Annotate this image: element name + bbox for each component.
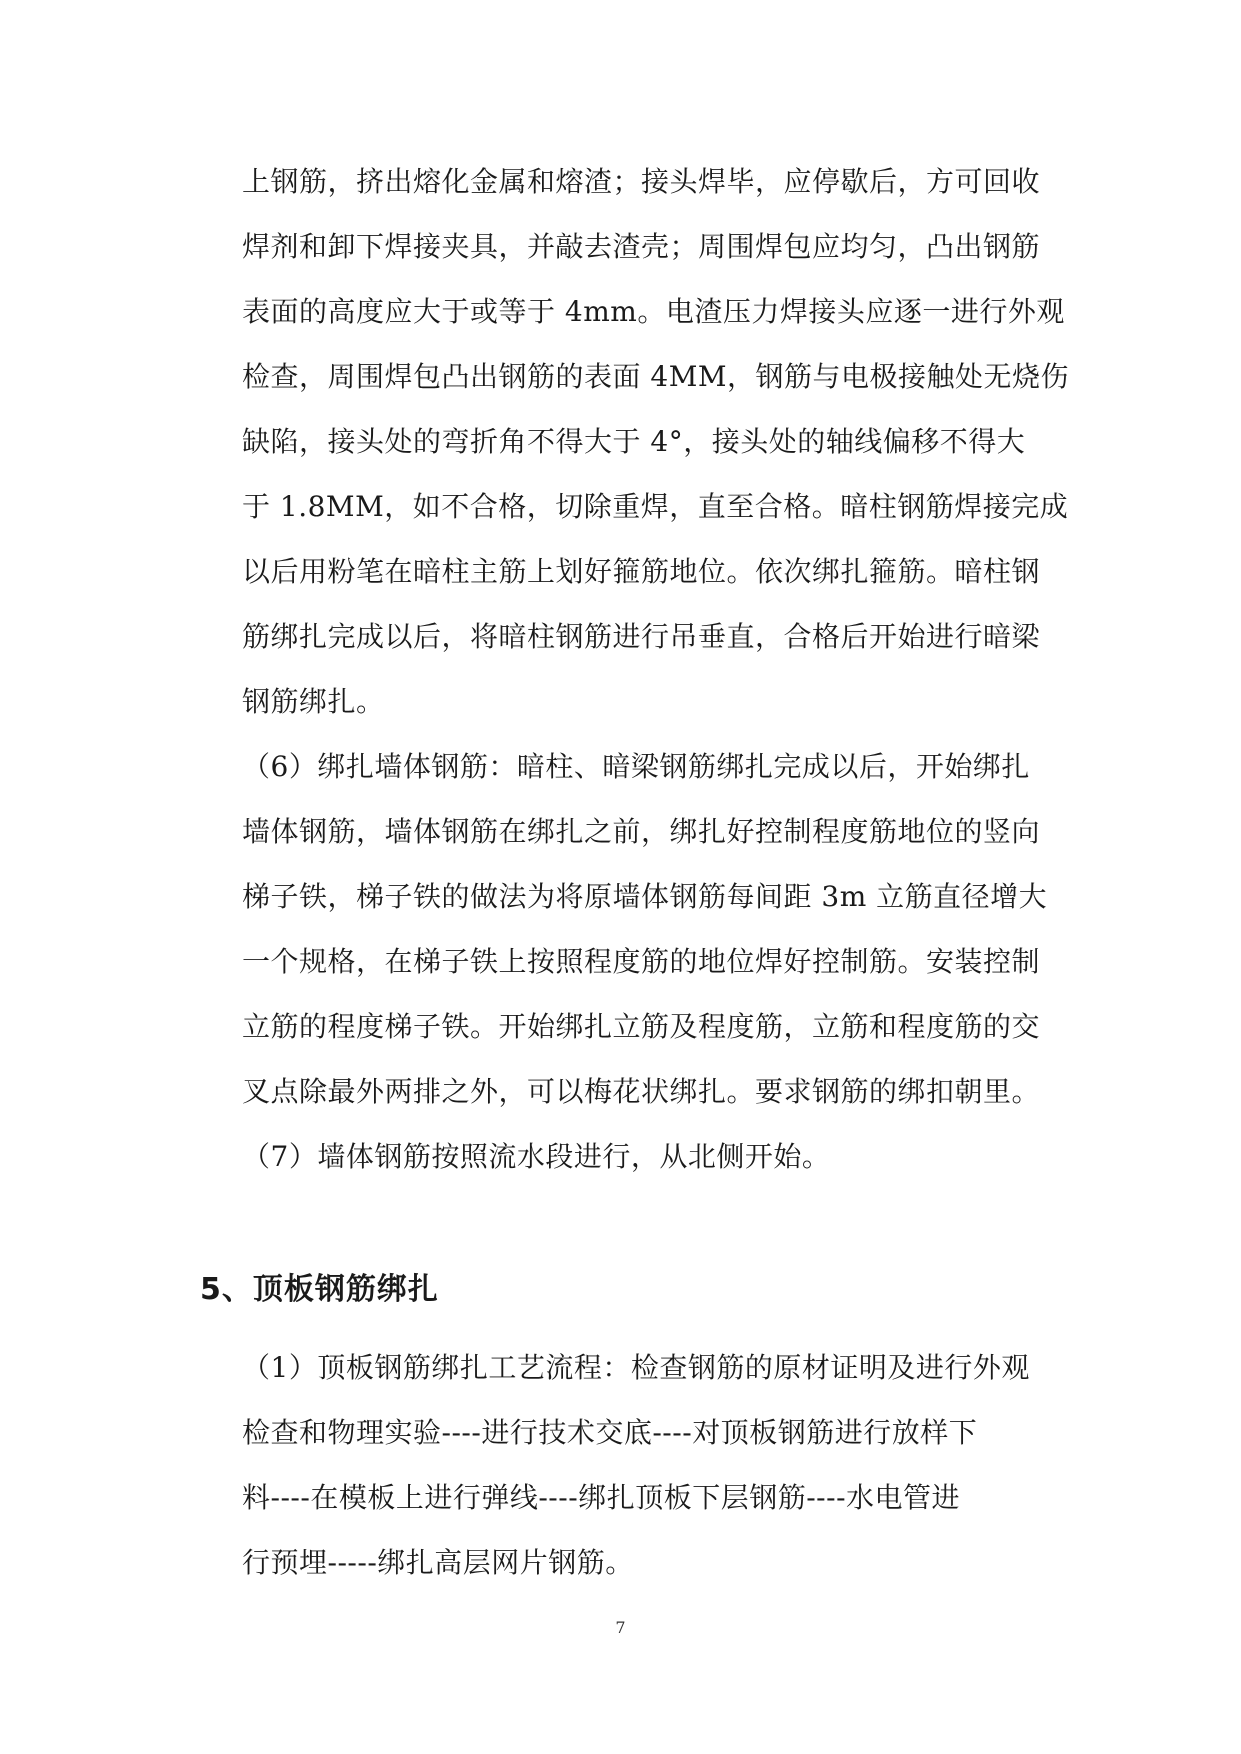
paragraph-line: 缺陷，接头处的弯折角不得大于 4°，接头处的轴线偏移不得大: [242, 425, 1026, 458]
paragraph-line: 上钢筋，挤出熔化金属和熔渣；接头焊毕，应停歇后，方可回收: [242, 165, 1041, 198]
section-paragraph-line: （1）顶板钢筋绑扎工艺流程：检查钢筋的原材证明及进行外观: [242, 1351, 1030, 1384]
paragraph-line: 梯子铁，梯子铁的做法为将原墙体钢筋每间距 3m 立筋直径增大: [242, 880, 1048, 913]
paragraph-line: 立筋的程度梯子铁。开始绑扎立筋及程度筋，立筋和程度筋的交: [242, 1010, 1041, 1043]
paragraph-line: 焊剂和卸下焊接夹具，并敲去渣壳；周围焊包应均匀，凸出钢筋: [242, 230, 1041, 263]
paragraph-line: 于 1.8MM，如不合格，切除重焊，直至合格。暗柱钢筋焊接完成: [242, 490, 1069, 523]
paragraph-line: （7）墙体钢筋按照流水段进行，从北侧开始。: [242, 1140, 831, 1173]
section-paragraph-line: 料----在模板上进行弹线----绑扎顶板下层钢筋----水电管进: [242, 1481, 961, 1514]
paragraph-line: 钢筋绑扎。: [242, 685, 385, 718]
paragraph-line: 检查，周围焊包凸出钢筋的表面 4MM，钢筋与电极接触处无烧伤: [242, 360, 1070, 393]
section-heading: 5、顶板钢筋绑扎: [200, 1272, 439, 1307]
paragraph-line: 筋绑扎完成以后，将暗柱钢筋进行吊垂直，合格后开始进行暗梁: [242, 620, 1041, 653]
paragraph-line: 表面的高度应大于或等于 4mm。电渣压力焊接头应逐一进行外观: [242, 295, 1065, 328]
paragraph-line: （6）绑扎墙体钢筋：暗柱、暗梁钢筋绑扎完成以后，开始绑扎: [242, 750, 1030, 783]
section-paragraph-line: 行预埋-----绑扎高层网片钢筋。: [242, 1546, 634, 1579]
paragraph-line: 墙体钢筋，墙体钢筋在绑扎之前，绑扎好控制程度筋地位的竖向: [242, 815, 1041, 848]
page-number: 7: [615, 1618, 626, 1637]
paragraph-line: 叉点除最外两排之外，可以梅花状绑扎。要求钢筋的绑扣朝里。: [242, 1075, 1041, 1108]
paragraph-line: 以后用粉笔在暗柱主筋上划好箍筋地位。依次绑扎箍筋。暗柱钢: [242, 555, 1041, 588]
section-paragraph-line: 检查和物理实验----进行技术交底----对顶板钢筋进行放样下: [242, 1416, 978, 1449]
paragraph-line: 一个规格，在梯子铁上按照程度筋的地位焊好控制筋。安装控制: [242, 945, 1041, 978]
